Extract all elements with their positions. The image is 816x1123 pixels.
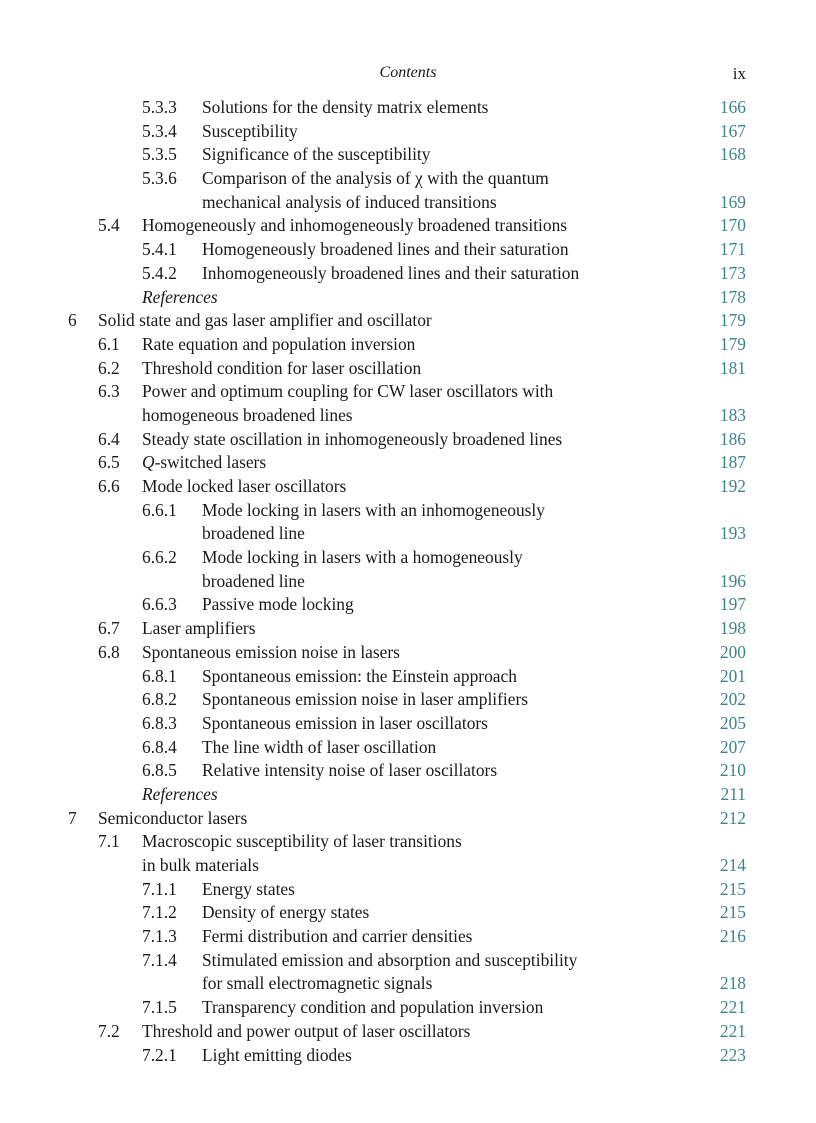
toc-entry[interactable] [0, 949, 816, 973]
toc-number: 7.1.5 [142, 997, 177, 1018]
toc-title: References [142, 783, 218, 804]
toc-entry[interactable] [0, 120, 816, 144]
toc-title: Homogeneously broadened lines and their saturation [202, 239, 569, 260]
toc-page[interactable]: 210 [719, 760, 746, 781]
toc-page[interactable]: 198 [719, 618, 746, 639]
toc-number: 6.8.4 [142, 736, 177, 757]
toc-title: The line width of laser oscillation [202, 736, 437, 757]
toc-page[interactable]: 171 [719, 239, 746, 260]
toc-page[interactable]: 183 [719, 404, 746, 425]
toc-title: Solid state and gas laser amplifier and oscillator [98, 310, 432, 331]
toc-number: 6.6 [98, 476, 120, 496]
toc-page[interactable]: 178 [719, 286, 746, 307]
toc-title: broadened line [202, 570, 305, 591]
toc-number: 5.4 [98, 215, 120, 236]
toc-entry[interactable] [0, 1020, 816, 1044]
toc-entry[interactable] [0, 357, 816, 381]
toc-number: 7.1.4 [142, 949, 177, 970]
toc-page[interactable]: 216 [719, 926, 746, 947]
toc-number: 6.3 [98, 381, 120, 402]
toc-page[interactable]: 215 [719, 878, 746, 899]
toc-number: 5.3.6 [142, 168, 177, 189]
toc-page[interactable]: 193 [719, 523, 746, 544]
toc-title: Spontaneous emission in laser oscillators [202, 712, 488, 733]
toc-number: 6.8.3 [142, 712, 177, 733]
toc-page[interactable]: 169 [719, 191, 746, 212]
toc-entry[interactable] [0, 617, 816, 641]
toc-number: 7.2.1 [142, 1044, 177, 1065]
toc-title: Semiconductor lasers [98, 807, 248, 828]
toc-title [142, 451, 266, 475]
toc-number: 7.1.1 [142, 878, 177, 899]
toc-entry-continuation[interactable] [0, 972, 816, 996]
toc-title: broadened line [202, 523, 305, 544]
toc-entry[interactable] [0, 665, 816, 689]
toc-number: 6.6.2 [142, 547, 177, 568]
toc-page[interactable]: 221 [719, 997, 746, 1018]
toc-number: 7.1.2 [142, 902, 177, 923]
toc-title: homogeneous broadened lines [142, 404, 353, 425]
toc-entry[interactable] [0, 712, 816, 736]
toc-title: Relative intensity noise of laser oscillators [202, 760, 498, 781]
toc-entry[interactable] [0, 428, 816, 452]
toc-number: 6.8.2 [142, 689, 177, 710]
toc-entry-references[interactable] [0, 783, 816, 807]
toc-number: 5.4.1 [142, 239, 177, 260]
toc-number: 5.3.3 [142, 97, 177, 117]
toc-title: Steady state oscillation in inhomogeneously broadened lines [142, 428, 563, 449]
toc-title: in bulk materials [142, 855, 259, 875]
toc-page[interactable]: 205 [719, 712, 746, 733]
toc-number: 6.8.5 [142, 760, 177, 781]
toc-entry[interactable] [0, 475, 816, 499]
toc-number: 6.4 [98, 428, 120, 449]
toc-page[interactable]: 186 [719, 428, 746, 449]
toc-page[interactable]: 187 [719, 452, 746, 473]
toc-page[interactable]: 212 [719, 807, 746, 828]
toc-title: Susceptibility [202, 120, 298, 141]
toc-page[interactable]: 215 [719, 902, 746, 923]
toc-entry[interactable] [0, 333, 816, 357]
toc-number: 5.4.2 [142, 262, 177, 283]
toc-title: Stimulated emission and absorption and susceptibility [202, 949, 578, 970]
toc-entry[interactable] [0, 901, 816, 925]
toc-number: 7 [68, 807, 77, 828]
toc-entry[interactable] [0, 1044, 816, 1068]
toc-chapter[interactable] [0, 309, 816, 333]
toc-entry-continuation[interactable] [0, 522, 816, 546]
toc-title: Density of energy states [202, 902, 370, 923]
toc-title: Spontaneous emission: the Einstein approach [202, 665, 517, 686]
toc-number: 7.2 [98, 1020, 120, 1041]
toc-entry[interactable] [0, 830, 816, 854]
toc-number: 6.8 [98, 641, 120, 662]
toc-chapter[interactable] [0, 807, 816, 831]
toc-entry[interactable] [0, 451, 816, 475]
toc-title: Spontaneous emission noise in lasers [142, 641, 400, 662]
toc-entry[interactable] [0, 996, 816, 1020]
toc-number: 7.1 [98, 831, 120, 852]
toc-page[interactable]: 201 [719, 665, 746, 686]
toc-page[interactable]: 202 [719, 689, 746, 710]
toc-title: Macroscopic susceptibility of laser transitions [142, 831, 462, 852]
toc-entry[interactable] [0, 736, 816, 760]
toc-title: Laser amplifiers [142, 618, 256, 639]
toc-page[interactable]: 223 [719, 1044, 746, 1065]
toc-number: 6.1 [98, 333, 120, 354]
toc-title: Mode locking in lasers with a homogeneously [202, 547, 523, 568]
toc-page[interactable]: 196 [719, 570, 746, 591]
toc-entry-continuation[interactable] [0, 404, 816, 428]
toc-page[interactable]: 179 [719, 310, 746, 331]
toc-title: Light emitting diodes [202, 1044, 352, 1065]
toc-entry[interactable] [0, 380, 816, 404]
toc-title: Mode locking in lasers with an inhomogeneously [202, 499, 545, 520]
toc-entry[interactable] [0, 143, 816, 167]
toc-title: Solutions for the density matrix elements [202, 97, 489, 117]
toc-number: 7.1.3 [142, 926, 177, 947]
toc-entry[interactable] [0, 688, 816, 712]
toc-title: Power and optimum coupling for CW laser oscillators with [142, 381, 554, 402]
toc-page[interactable]: 207 [719, 736, 746, 757]
toc-number: 6 [68, 310, 77, 331]
toc-number: 5.3.4 [142, 120, 177, 141]
toc-number: 6.5 [98, 452, 120, 473]
toc-title: mechanical analysis of induced transitions [202, 191, 497, 212]
toc-entry[interactable] [0, 499, 816, 523]
toc-title-rest: -switched lasers [154, 452, 267, 473]
toc-title: Transparency condition and population inversion [202, 997, 544, 1018]
toc-entry-continuation[interactable] [0, 854, 816, 878]
toc-number: 6.7 [98, 618, 120, 639]
toc-page[interactable]: 214 [719, 855, 746, 875]
page-number: ix [732, 64, 746, 83]
toc-title-italic: Q [142, 452, 155, 473]
toc-entry-continuation[interactable] [0, 570, 816, 594]
toc-title: Comparison of the analysis of χ with the quantum [202, 168, 549, 189]
toc-number: 6.6.3 [142, 594, 177, 615]
toc-title: Fermi distribution and carrier densities [202, 926, 473, 947]
toc-title: Energy states [202, 878, 295, 899]
toc-page[interactable]: 218 [719, 973, 746, 994]
toc-page[interactable]: 167 [719, 120, 746, 141]
toc-entry[interactable] [0, 167, 816, 191]
toc-title: Threshold and power output of laser oscillators [142, 1020, 471, 1041]
toc-page[interactable]: 168 [719, 144, 746, 165]
running-header-title: Contents [379, 64, 437, 81]
toc-page[interactable]: 181 [719, 357, 746, 378]
toc-page[interactable]: 179 [719, 333, 746, 354]
toc-entry[interactable] [0, 878, 816, 902]
toc-title: Spontaneous emission noise in laser amplifiers [202, 689, 529, 710]
toc-title: Passive mode locking [202, 594, 354, 615]
toc-entry[interactable] [0, 925, 816, 949]
toc-page[interactable]: 197 [719, 594, 746, 615]
toc-entry[interactable] [0, 96, 816, 120]
toc-title: Homogeneously and inhomogeneously broadened transitions [142, 215, 568, 236]
toc-page[interactable]: 192 [719, 476, 746, 496]
toc-title: Mode locked laser oscillators [142, 476, 347, 496]
toc-title: Rate equation and population inversion [142, 333, 416, 354]
toc-title: Significance of the susceptibility [202, 144, 431, 165]
toc-title: Inhomogeneously broadened lines and their saturation [202, 262, 580, 283]
toc-title: References [142, 286, 218, 307]
table-of-contents [0, 96, 816, 1067]
toc-page[interactable]: 200 [719, 641, 746, 662]
toc-page[interactable]: 221 [719, 1020, 746, 1041]
toc-page[interactable]: 170 [719, 215, 746, 236]
toc-entry-continuation[interactable] [0, 191, 816, 215]
toc-entry[interactable] [0, 641, 816, 665]
toc-entry[interactable] [0, 214, 816, 238]
toc-title: for small electromagnetic signals [202, 973, 433, 994]
toc-number: 6.6.1 [142, 499, 177, 520]
toc-page[interactable]: 166 [719, 97, 746, 117]
toc-entry[interactable] [0, 262, 816, 286]
toc-page[interactable]: 173 [719, 262, 746, 283]
toc-title: Threshold condition for laser oscillation [142, 357, 422, 378]
toc-entry-references[interactable] [0, 286, 816, 310]
toc-entry[interactable] [0, 593, 816, 617]
toc-number: 6.2 [98, 357, 120, 378]
toc-entry[interactable] [0, 546, 816, 570]
toc-number: 6.8.1 [142, 665, 177, 686]
toc-number: 5.3.5 [142, 144, 177, 165]
toc-page[interactable]: 211 [720, 783, 746, 804]
toc-entry[interactable] [0, 238, 816, 262]
toc-entry[interactable] [0, 759, 816, 783]
